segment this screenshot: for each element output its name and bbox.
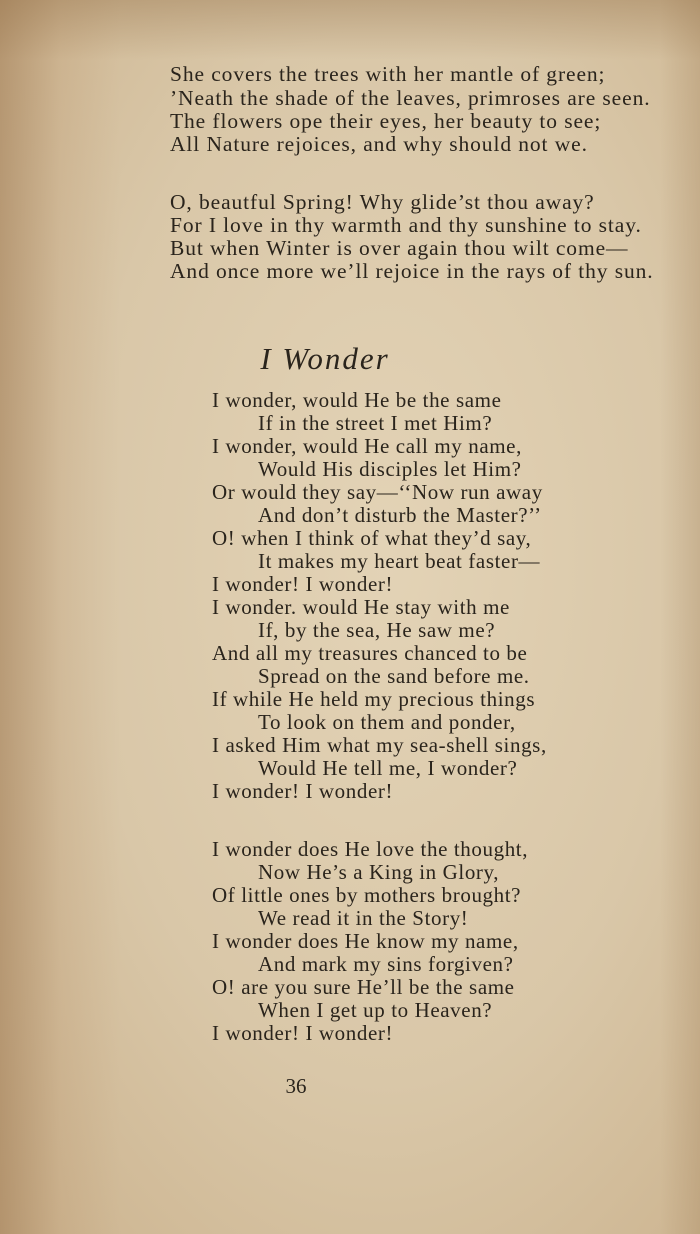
poem-line: We read it in the Story! — [258, 906, 469, 930]
poem-line: To look on them and ponder, — [258, 710, 516, 734]
poem-line: If while He held my precious things — [212, 687, 536, 711]
poem-title: I Wonder — [260, 341, 390, 376]
poem-line: Now He’s a King in Glory, — [258, 860, 500, 884]
poem-line: For I love in thy warmth and thy sunshine to stay. — [170, 213, 642, 237]
poem-line: I wonder! I wonder! — [212, 572, 394, 596]
poem-line: And mark my sins forgiven? — [258, 952, 514, 976]
poem-line: I wonder does He know my name, — [212, 929, 519, 953]
poem-line: O! are you sure He’ll be the same — [212, 975, 515, 999]
poem-line: And all my treasures chanced to be — [212, 641, 528, 665]
poem-line: I wonder! I wonder! — [212, 1021, 394, 1045]
poem-line: I wonder, would He call my name, — [212, 434, 522, 458]
poem-line: Would He tell me, I wonder? — [258, 756, 518, 780]
poem-line: All Nature rejoices, and why should not we. — [170, 132, 588, 156]
poem-line: I asked Him what my sea-shell sings, — [212, 733, 547, 757]
poem-line: And don’t disturb the Master?’’ — [258, 503, 542, 527]
poem-line: She covers the trees with her mantle of green; — [170, 62, 606, 86]
poem-line: ’Neath the shade of the leaves, primroses are seen. — [170, 86, 651, 110]
page-number: 36 — [285, 1074, 307, 1098]
page-shadow-right — [660, 0, 700, 1234]
poem-line: If in the street I met Him? — [258, 411, 493, 435]
poem-line: And once more we’ll rejoice in the rays of thy sun. — [170, 259, 654, 283]
poem-line: I wonder does He love the thought, — [212, 837, 529, 861]
page-shadow-top — [0, 0, 700, 60]
poem-line: I wonder, would He be the same — [212, 388, 502, 412]
poem-line: O, beautful Spring! Why glide’st thou away? — [170, 190, 595, 214]
poem-line: Or would they say—‘‘Now run away — [212, 480, 543, 504]
poem-line: Spread on the sand before me. — [258, 664, 530, 688]
page-shadow-left — [0, 0, 120, 1234]
poem-line: I wonder! I wonder! — [212, 779, 394, 803]
poem-line: Of little ones by mothers brought? — [212, 883, 522, 907]
poem-line: When I get up to Heaven? — [258, 998, 493, 1022]
poem-line: O! when I think of what they’d say, — [212, 526, 532, 550]
poem-line: I wonder. would He stay with me — [212, 595, 510, 619]
poem-line: It makes my heart beat faster— — [258, 549, 541, 573]
poem-line: The flowers ope their eyes, her beauty to see; — [170, 109, 602, 133]
poem-line: If, by the sea, He saw me? — [258, 618, 496, 642]
poem-line: Would His disciples let Him? — [258, 457, 522, 481]
poem-line: But when Winter is over again thou wilt come— — [170, 236, 629, 260]
